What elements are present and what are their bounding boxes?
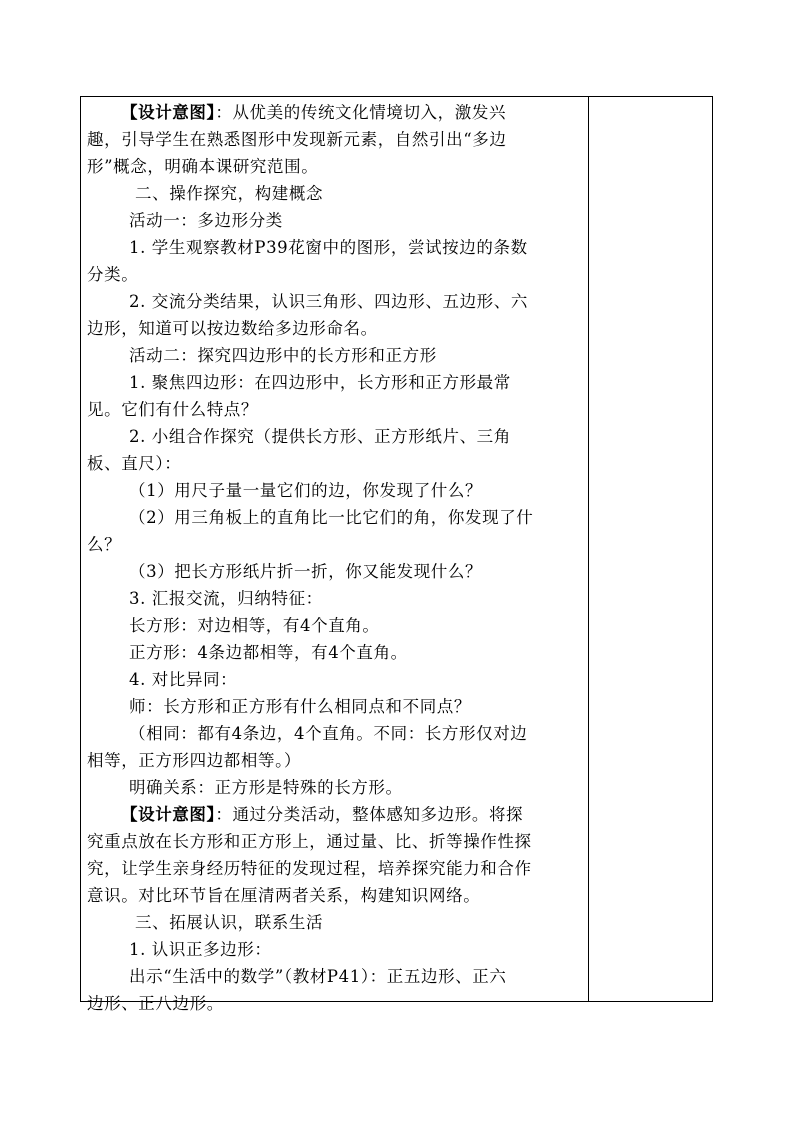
design-intent-label: 【设计意图】 xyxy=(121,805,216,824)
text-line: 形”概念，明确本课研究范围。 xyxy=(87,157,319,176)
text-line: 趣，引导学生在熟悉图形中发现新元素，自然引出“多边 xyxy=(87,130,507,149)
text-line: 正方形：4条边都相等，有4个直角。 xyxy=(129,643,408,662)
text-line: 意识。对比环节旨在厘清两者关系，构建知识网络。 xyxy=(87,886,481,905)
text-line: （相同：都有4条边，4个直角。不同：长方形仅对边 xyxy=(129,724,528,743)
text-line: 1. 聚焦四边形：在四边形中，长方形和正方形最常 xyxy=(129,373,511,392)
text-line: 出示“生活中的数学”（教材P41）：正五边形、正六 xyxy=(129,967,507,986)
design-intent-label: 【设计意图】 xyxy=(121,103,216,122)
text-line: 边形，知道可以按边数给多边形命名。 xyxy=(87,319,378,338)
text-line: 究，让学生亲身经历特征的发现过程，培养探究能力和合作 xyxy=(87,859,532,878)
section-heading: 三、拓展认识，联系生活 xyxy=(135,913,324,932)
lesson-content-cell xyxy=(81,97,588,1013)
text-line: 1. 认识正多边形： xyxy=(129,940,272,959)
text-line: （1）用尺子量一量它们的边，你发现了什么？ xyxy=(129,481,483,500)
text-line: 3. 汇报交流，归纳特征： xyxy=(129,589,323,608)
lesson-plan-table xyxy=(80,96,713,1013)
activity-heading: 活动一：多边形分类 xyxy=(129,211,283,230)
text-line: 见。它们有什么特点？ xyxy=(87,400,258,419)
text-line: （3）把长方形纸片折一折，你又能发现什么？ xyxy=(129,562,483,581)
text-line: 究重点放在长方形和正方形上，通过量、比、折等操作性探 xyxy=(87,832,532,851)
text-line: 相等，正方形四边都相等。） xyxy=(87,751,302,770)
text-line: 4. 对比异同： xyxy=(129,670,238,689)
text-line: 2. 交流分类结果，认识三角形、四边形、五边形、六 xyxy=(129,292,528,311)
text-line xyxy=(87,801,582,828)
text-line: 长方形：对边相等，有4个直角。 xyxy=(129,616,380,635)
text-line: （2）用三角板上的直角比一比它们的角，你发现了什 xyxy=(129,508,534,527)
activity-heading: 活动二：探究四边形中的长方形和正方形 xyxy=(129,346,437,365)
text-line: 师：长方形和正方形有什么相同点和不同点？ xyxy=(129,697,471,716)
text-line: 2. 小组合作探究（提供长方形、正方形纸片、三角 xyxy=(129,427,511,446)
text-line: 边形、正八边形。 xyxy=(87,994,224,1013)
text-line: 板、直尺）： xyxy=(87,454,182,473)
section-heading: 二、操作探究，构建概念 xyxy=(135,184,324,203)
line-text: ：通过分类活动，整体感知多边形。将探 xyxy=(215,805,524,824)
text-line: 分类。 xyxy=(87,265,139,284)
text-line: 么？ xyxy=(87,535,122,554)
text-line: 明确关系：正方形是特殊的长方形。 xyxy=(129,778,403,797)
line-text: ：从优美的传统文化情境切入，激发兴 xyxy=(215,103,507,122)
text-line xyxy=(87,99,582,126)
notes-cell xyxy=(589,97,713,1001)
text-line: 1. 学生观察教材P39花窗中的图形，尝试按边的条数 xyxy=(129,238,528,257)
